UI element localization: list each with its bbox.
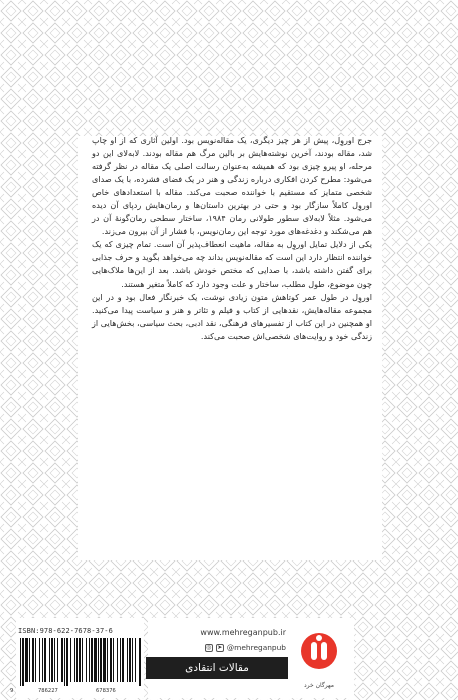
publisher-website[interactable]	[152, 628, 286, 637]
publisher-logo	[298, 626, 340, 680]
website-text: www.mehreganpub.ir	[200, 628, 286, 637]
blurb-paragraph-1: جرج اوروِل، پیش از هر چیز دیگری، یک مقاله‌نویس بود. اولین آثاری که از او چاپ شد، مقاله بودند، آخرین نوشته‌هایش بر بالین مرگ هم مقاله بودند. لابه‌لای این دو مرحله، او پیرو چیزی بود که همیشه به‌عنوان رسالت اصلی یک مقاله در نظر گرفته می‌شود: مطرح کردن افکاری درباره زندگی و هنر در یک فضای فشرده، با یک صدای شخصی متمایز که مستقیم با خواننده صحبت می‌کند. مقاله با استعدادهای خاص اوروِل کاملاً سازگار بود و حتی در بهترین داستان‌ها و رمان‌هایش رد‌پای آن دیده می‌شود. مثلاً لابه‌لای سطور طولانی رمان ۱۹۸۴، ساختار سطحی رمان‌گونهٔ آن در هم می‌شکند و دغدغه‌های مورد توجه این رمان‌نویس، با فشار از آن بیرون می‌زند.	[92, 135, 372, 237]
publisher-social	[152, 643, 286, 652]
instagram-icon: ◎	[206, 643, 212, 651]
isbn-label: ISBN:978-622-7678-37-6	[18, 627, 113, 635]
series-label: مقالات انتقادی	[185, 662, 249, 674]
back-cover-blurb	[92, 134, 372, 343]
blurb-paragraph-2: یکی از دلایل تمایل اوروِل به مقاله، ماهیت انعطاف‌پذیر آن است. تمام چیزی که یک خواننده انتظار دارد این است که مقاله‌نویس بداند چه می‌خواهد بگوید و حرف جذابی برای گفتن داشته باشد، با صدایی که مختص خودش باشد. بعد از این‌ها ملاک‌هایی چون موضوع، طول مطلب، ساختار و علت وجود دارد که کاملاً متغیر هستند.	[92, 239, 372, 289]
barcode-digits-left: 786227	[38, 688, 58, 694]
social-handle: @mehreganpub	[226, 643, 286, 652]
blurb-paragraph-3: اوروِل در طول عمر کوتاهش متون زیادی نوشت، یک خبرنگار فعال بود و در این مجموعه مقاله‌هایش، نقدهایی از کتاب و فیلم و تئاتر و هنر و سیاست پیدا می‌کنید. او همچنین در این کتاب از تفسیرهای فرهنگی، نقد ادبی، بحث سیاسی، بخش‌هایی از زندگی خود و روایت‌های شخصی‌اش صحبت می‌کند.	[92, 291, 372, 341]
logo-caption: مهرگان خرد	[304, 682, 334, 689]
barcode-digits-right: 678376	[96, 688, 116, 694]
barcode-digit-first: 9	[10, 688, 14, 694]
telegram-icon: ➤	[217, 643, 223, 651]
series-label-bar	[146, 657, 288, 679]
barcode	[18, 638, 142, 686]
